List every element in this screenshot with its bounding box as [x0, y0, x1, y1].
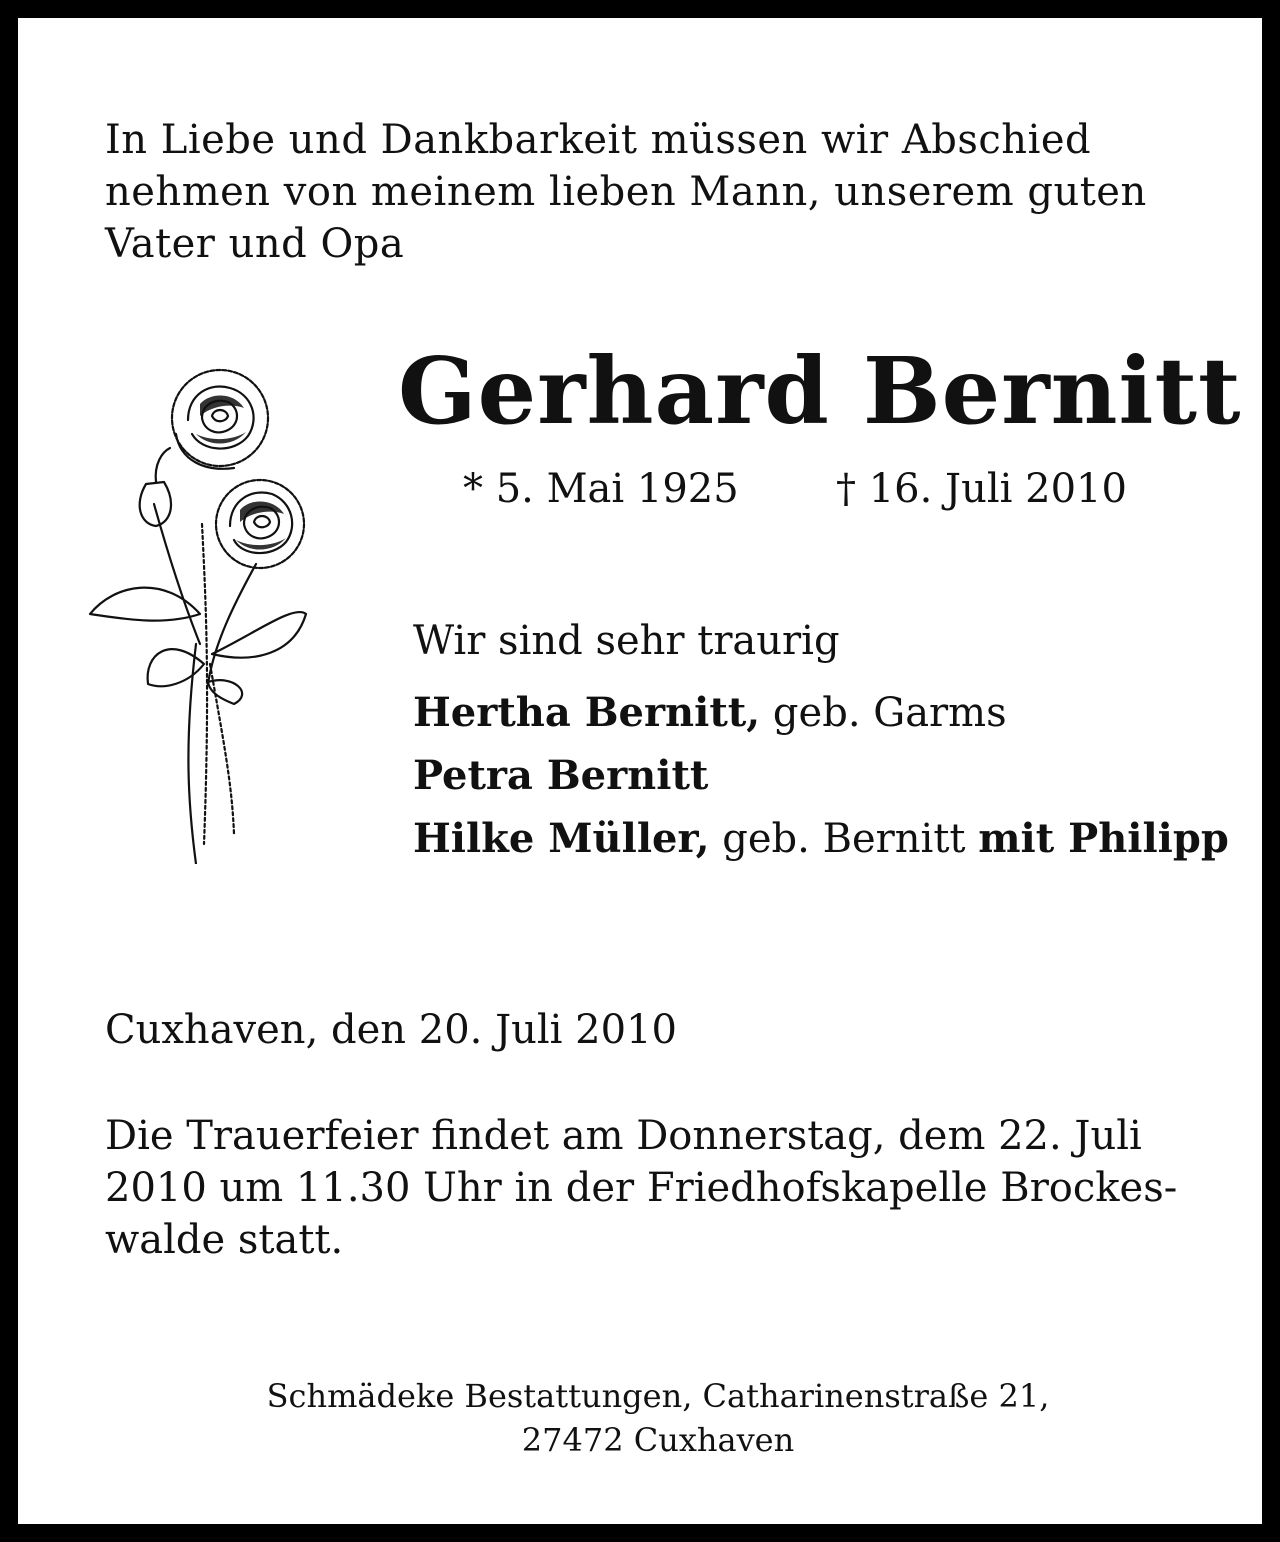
mourner-extra: mit Philipp	[978, 815, 1229, 862]
undertaker-address	[158, 1374, 1158, 1462]
mourner-name: Petra Bernitt	[413, 752, 709, 799]
funeral-notice	[105, 1110, 1213, 1266]
intro-text	[105, 114, 1213, 270]
mourner-line	[413, 688, 1007, 738]
deceased-name: Gerhard Bernitt	[398, 337, 1242, 445]
mourner-line	[413, 751, 708, 801]
undertaker-line-1: Schmädeke Bestattungen, Catharinenstraße 21,	[266, 1377, 1050, 1415]
undertaker-line-2: 27472 Cuxhaven	[521, 1421, 795, 1459]
mourner-note: geb. Garms	[760, 690, 1007, 736]
death-date: † 16. Juli 2010	[836, 466, 1127, 512]
birth-date: * 5. Mai 1925	[463, 466, 739, 512]
mourner-name: Hilke Müller,	[413, 815, 710, 862]
mourners-heading: Wir sind sehr traurig	[413, 618, 840, 664]
funeral-line-3: walde statt.	[105, 1217, 344, 1263]
intro-line-1: In Liebe und Dankbarkeit müssen wir Abschied	[105, 117, 1092, 163]
mourner-name: Hertha Bernitt,	[413, 689, 761, 736]
mourner-line	[413, 814, 1229, 864]
place-and-date: Cuxhaven, den 20. Juli 2010	[105, 1007, 677, 1053]
intro-line-3: Vater und Opa	[105, 221, 405, 267]
funeral-line-1: Die Trauerfeier findet am Donnerstag, dem 22. Juli	[105, 1113, 1142, 1159]
intro-line-2: nehmen von meinem lieben Mann, unserem guten	[105, 169, 1147, 215]
rose-icon	[84, 364, 324, 864]
funeral-line-2: 2010 um 11.30 Uhr in der Friedhofskapelle Brockes-	[105, 1165, 1178, 1211]
mourner-note: geb. Bernitt	[709, 816, 979, 862]
